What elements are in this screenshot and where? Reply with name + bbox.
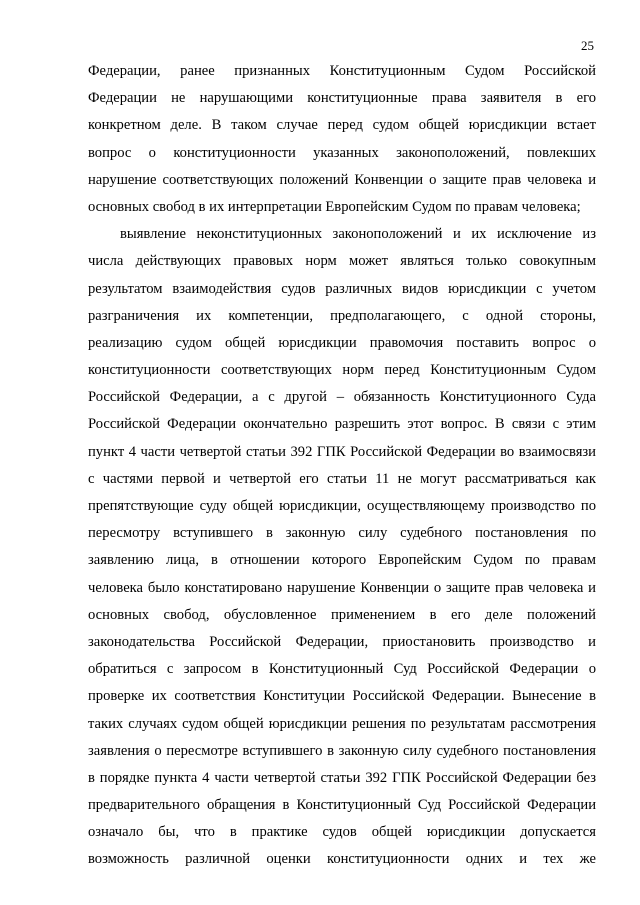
text-line: числа действующих правовых норм может являться только совокупным <box>88 253 596 270</box>
text-line: пересмотру вступившего в законную силу судебного постановления по <box>88 525 596 542</box>
text-line: означало бы, что в практике судов общей юрисдикции допускается <box>88 824 596 841</box>
body-text <box>88 58 596 874</box>
text-line: проверке их соответствия Конституции Российской Федерации. Вынесение в <box>88 688 596 705</box>
text-line: предварительного обращения в Конституционный Суд Российской Федерации <box>88 797 596 814</box>
text-line: заявления о пересмотре вступившего в законную силу судебного постановления <box>88 742 596 759</box>
text-line: конкретном деле. В таком случае перед судом общей юрисдикции встает <box>88 117 596 134</box>
text-line: конституционности соответствующих норм перед Конституционным Судом <box>88 362 596 379</box>
text-line: Федерации, ранее признанных Конституционным Судом Российской <box>88 63 596 79</box>
text-line: возможность различной оценки конституционности одних и тех же <box>88 851 596 868</box>
text-line: вопрос о конституционности указанных законоположений, повлекших <box>88 144 596 161</box>
text-line: заявлению лица, в отношении которого Европейским Судом по правам <box>88 552 596 569</box>
text-line: человека было констатировано нарушение Конвенции о защите прав человека и <box>88 579 596 596</box>
text-line: выявление неконституционных законоположений и их исключение из <box>120 226 596 243</box>
text-line: Российской Федерации окончательно разрешить этот вопрос. В связи с этим <box>88 416 596 433</box>
text-line: законодательства Российской Федерации, приостановить производство и <box>88 633 596 650</box>
text-line: обратиться с запросом в Конституционный Суд Российской Федерации о <box>88 661 596 678</box>
text-line: результатом взаимодействия судов различных видов юрисдикции с учетом <box>88 280 596 297</box>
text-line: основных свобод в их интерпретации Европейским Судом по правам человека; <box>88 198 581 215</box>
text-line: Федерации не нарушающими конституционные права заявителя в его <box>88 90 596 107</box>
text-line: таких случаях судом общей юрисдикции решения по результатам рассмотрения <box>88 715 596 732</box>
text-line: пункт 4 части четвертой статьи 392 ГПК Российской Федерации во взаимосвязи <box>88 443 596 460</box>
text-line: реализацию судом общей юрисдикции правомочия поставить вопрос о <box>88 334 596 351</box>
text-line: препятствующие суду общей юрисдикции, осуществляющему производство по <box>88 498 596 514</box>
text-line: в порядке пункта 4 части четвертой статьи 392 ГПК Российской Федерации без <box>88 769 596 786</box>
page-number: 25 <box>581 38 594 53</box>
text-line: с частями первой и четвертой его статьи 11 не могут рассматриваться как <box>88 470 596 487</box>
text-line: основных свобод, обусловленное применением в его деле положений <box>88 606 596 623</box>
text-line: разграничения их компетенции, предполагающего, с одной стороны, <box>88 307 596 324</box>
text-line: Российской Федерации, а с другой – обязанность Конституционного Суда <box>88 389 596 406</box>
text-line: нарушение соответствующих положений Конвенции о защите прав человека и <box>88 171 596 188</box>
